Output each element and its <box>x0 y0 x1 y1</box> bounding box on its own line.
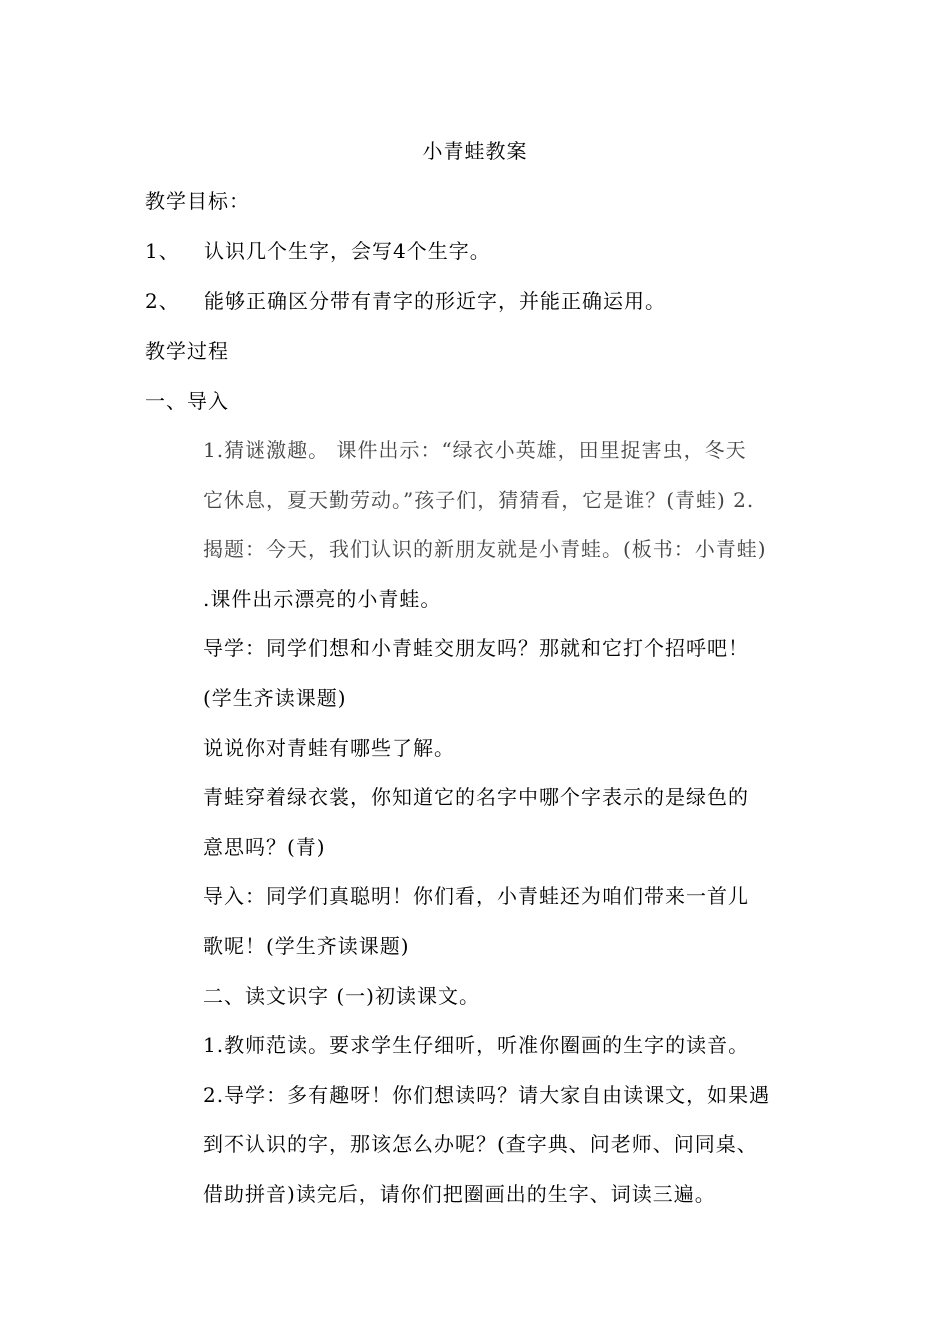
paragraph-line: 意思吗？(青) <box>203 835 326 859</box>
objective-number-1: 1、 <box>145 239 180 263</box>
objective-number-2: 2、 <box>145 289 180 313</box>
paragraph-line: 借助拼音)读完后，请你们把圈画出的生字、词读三遍。 <box>203 1182 716 1206</box>
paragraph-line: 揭题：今天，我们认识的新朋友就是小青蛙。(板书：小青蛙) <box>203 537 767 561</box>
paragraph-line: 1.猜谜激趣。 课件出示：“绿衣小英雄，田里捉害虫，冬天 <box>203 438 747 462</box>
objective-text-2: 能够正确区分带有青字的形近字，并能正确运用。 <box>204 289 666 313</box>
section1-heading: 一、导入 <box>145 389 229 413</box>
paragraph-line: 说说你对青蛙有哪些了解。 <box>203 736 455 760</box>
paragraph-line: 歌呢！(学生齐读课题) <box>203 934 410 958</box>
paragraph-line: 导入：同学们真聪明！你们看，小青蛙还为咱们带来一首儿 <box>203 884 749 908</box>
objectives-heading: 教学目标： <box>145 189 250 213</box>
paragraph-line: 导学：同学们想和小青蛙交朋友吗？那就和它打个招呼吧！ <box>203 636 749 660</box>
document-title: 小青蛙教案 <box>422 139 528 163</box>
paragraph-line: 1.教师范读。要求学生仔细听，听准你圈画的生字的读音。 <box>203 1033 750 1057</box>
process-heading: 教学过程 <box>145 339 229 363</box>
paragraph-line: 青蛙穿着绿衣裳，你知道它的名字中哪个字表示的是绿色的 <box>203 785 749 809</box>
paragraph-line: 2.导学：多有趣呀！你们想读吗？请大家自由读课文，如果遇 <box>203 1083 771 1107</box>
objective-text-1: 认识几个生字，会写4个生字。 <box>204 239 491 263</box>
paragraph-line: (学生齐读课题) <box>203 686 347 710</box>
section2-heading: 二、读文识字 (一)初读课文。 <box>203 984 480 1008</box>
paragraph-line: 到不认识的字，那该怎么办呢？(查字典、问老师、问同桌、 <box>203 1132 758 1156</box>
paragraph-line: .课件出示漂亮的小青蛙。 <box>203 587 442 611</box>
paragraph-line: 它休息，夏天勤劳动。”孩子们，猜猜看，它是谁？(青蛙) 2. <box>203 488 755 512</box>
